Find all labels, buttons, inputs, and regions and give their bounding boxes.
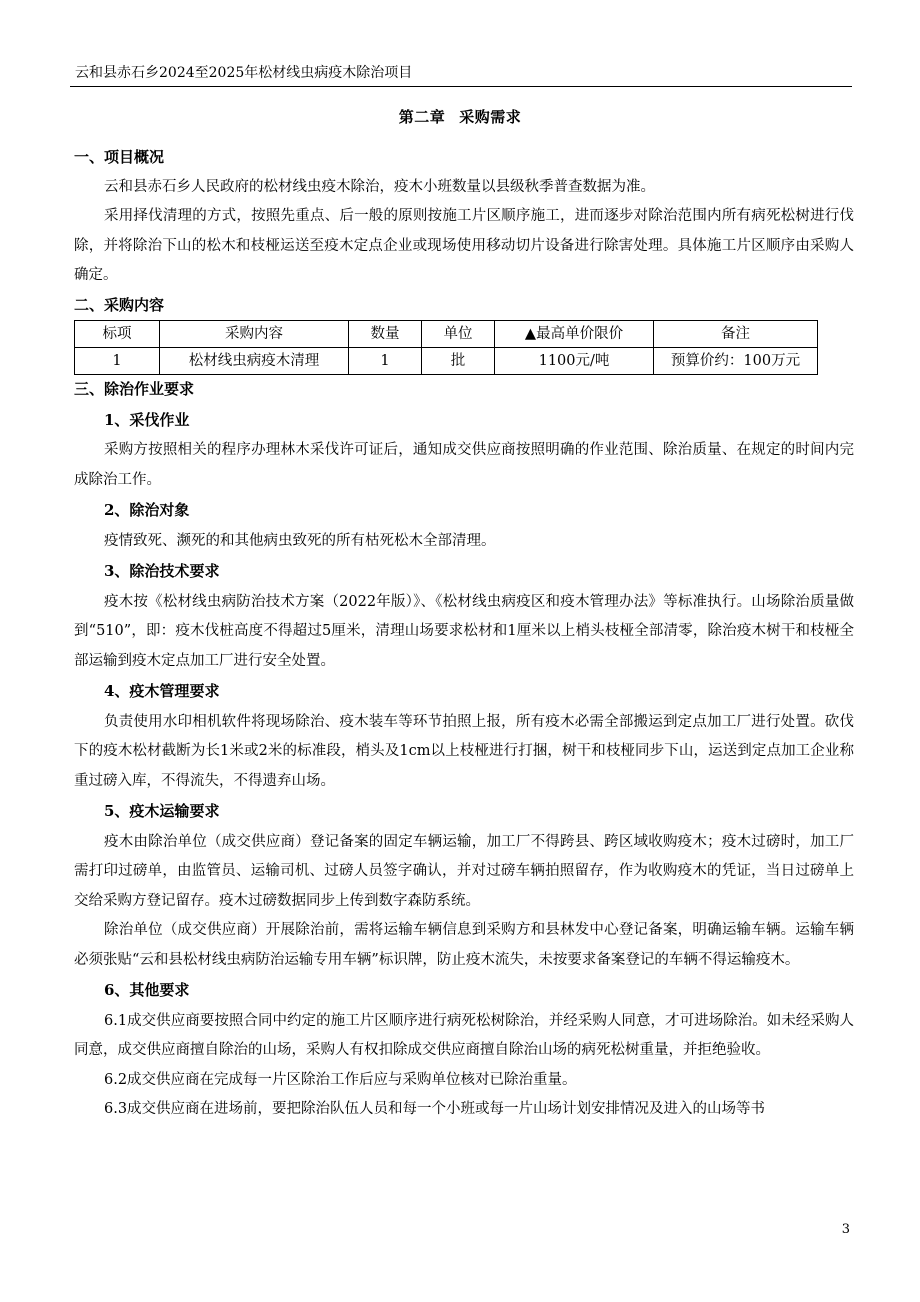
paragraph: 采用择伐清理的方式，按照先重点、后一般的原则按施工片区顺序施工，进而逐步对除治范围内所有病死松树进行伐除，并将除治下山的松木和枝桠运送至疫木定点企业或现场使用移动切片设备进行除害处理。具体施工片区顺序由采购人确定。 <box>74 208 854 283</box>
table-header-cell: 单位 <box>422 321 495 348</box>
chapter-number: 第二章 <box>398 108 446 126</box>
header-divider <box>70 86 852 87</box>
table-header-cell: 数量 <box>349 321 422 348</box>
subsection-heading: 1、采伐作业 <box>104 410 190 429</box>
paragraph: 疫情致死、濒死的和其他病虫致死的所有枯死松木全部清理。 <box>104 532 496 549</box>
table-cell: 预算价约：100万元 <box>654 348 818 375</box>
procurement-table <box>74 320 818 375</box>
subsection-heading: 2、除治对象 <box>104 501 190 519</box>
subsection-heading: 3、除治技术要求 <box>104 562 220 580</box>
paragraph: 疫木按《松材线虫病防治技术方案（2022年版）》、《松材线虫病疫区和疫木管理办法》等标准执行。山场除治质量做到“510”，即：疫木伐桩高度不得超过5厘米，清理山场要求松材和1厘米以上梢头枝桠全部清零，除治疫木树干和枝桠全部运输到疫木定点加工厂进行安全处置。 <box>74 593 854 669</box>
table-header-cell: 备注 <box>654 321 818 348</box>
table-header-cell: 标项 <box>75 321 160 348</box>
table-cell: 1 <box>75 348 160 375</box>
chapter-name: 采购需求 <box>459 108 522 126</box>
paragraph: 除治单位（成交供应商）开展除治前，需将运输车辆信息到采购方和县林发中心登记备案，明确运输车辆。运输车辆必须张贴“云和县松材线虫病防治运输专用车辆”标识牌，防止疫木流失，未按要求备案登记的车辆不得运输疫木。 <box>74 922 854 968</box>
table-row <box>75 348 818 375</box>
paragraph: 6.1成交供应商要按照合同中约定的施工片区顺序进行病死松树除治，并经采购人同意，才可进场除治。如未经采购人同意，成交供应商擅自除治的山场，采购人有权扣除成交供应商擅自除治山场的病死松树重量，并拒绝验收。 <box>74 1012 854 1058</box>
paragraph: 云和县赤石乡人民政府的松材线虫疫木除治，疫木小班数量以县级秋季普查数据为准。 <box>104 178 655 195</box>
table-cell: 1100元/吨 <box>495 348 654 375</box>
section-heading-overview: 一、项目概况 <box>74 148 165 166</box>
subsection-heading: 6、其他要求 <box>104 981 190 999</box>
paragraph: 采购方按照相关的程序办理林木采伐许可证后，通知成交供应商按照明确的作业范围、除治质量、在规定的时间内完成除治工作。 <box>74 442 854 488</box>
section-heading-requirements: 三、除治作业要求 <box>74 380 195 398</box>
table-cell: 批 <box>422 348 495 375</box>
table-header-row <box>75 321 818 348</box>
document-body <box>74 143 854 1125</box>
table-cell: 1 <box>349 348 422 375</box>
chapter-title <box>0 106 920 127</box>
paragraph: 疫木由除治单位（成交供应商）登记备案的固定车辆运输，加工厂不得跨县、跨区域收购疫木；疫木过磅时，加工厂需打印过磅单，由监管员、运输司机、过磅人员签字确认，并对过磅车辆拍照留存，作为收购疫木的凭证，当日过磅单上交给采购方登记留存。疫木过磅数据同步上传到数字森防系统。 <box>74 833 854 909</box>
running-header: 云和县赤石乡2024至2025年松材线虫病疫木除治项目 <box>75 65 413 81</box>
table-cell: 松材线虫病疫木清理 <box>160 348 349 375</box>
subsection-heading: 5、疫木运输要求 <box>104 802 220 820</box>
table-header-cell: 采购内容 <box>160 321 349 348</box>
paragraph: 6.3成交供应商在进场前，要把除治队伍人员和每一个小班或每一片山场计划安排情况及进入的山场等书 <box>104 1101 766 1117</box>
subsection-heading: 4、疫木管理要求 <box>104 682 220 700</box>
section-heading-procurement: 二、采购内容 <box>74 295 165 314</box>
page-number: 3 <box>841 1222 850 1237</box>
paragraph: 负责使用水印相机软件将现场除治、疫木装车等环节拍照上报，所有疫木必需全部搬运到定点加工厂进行处置。砍伐下的疫木松材截断为长1米或2米的标准段，梢头及1cm以上枝桠进行打捆，树干和枝桠同步下山，运送到定点加工企业称重过磅入库，不得流失，不得遗弃山场。 <box>74 713 854 789</box>
table-header-cell: ▲最高单价限价 <box>495 321 654 348</box>
paragraph: 6.2成交供应商在完成每一片区除治工作后应与采购单位核对已除治重量。 <box>104 1071 577 1088</box>
